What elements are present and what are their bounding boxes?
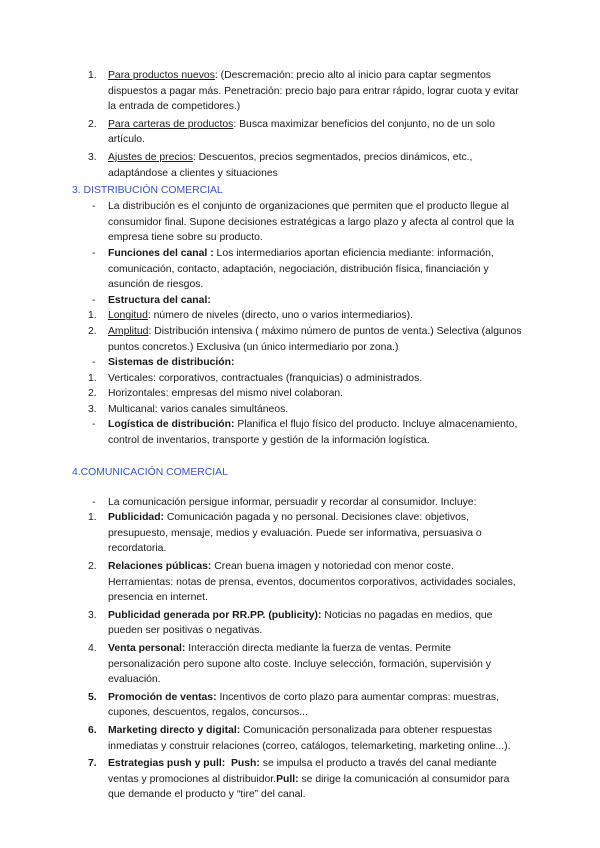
item-label: Logística de distribución: <box>108 419 235 431</box>
item-text: : Busca maximizar beneficios del conjunto, no de un solo artículo. <box>108 118 495 146</box>
section-heading-distribucion: 3. DISTRIBUCIÓN COMERCIAL <box>72 185 223 197</box>
item-text: Los intermediarios aportan eficiencia mediante: información, comunicación, contacto, adaptación, negociación, distribución física, financiación y asunción de riesgos. <box>108 247 494 291</box>
list-item <box>0 293 600 309</box>
item-text: La distribución es el conjunto de organizaciones que permiten que el producto llegue al consumidor final. Supone decisiones estratégicas a largo plazo y afecta al control que la empresa tiene sobre su producto. <box>108 201 515 244</box>
item-label: Sistemas de distribución: <box>108 357 235 369</box>
bullet-dash: - <box>92 247 96 259</box>
list-number: 2. <box>88 118 97 130</box>
list-number: 1. <box>88 372 97 384</box>
item-label: Publicidad generada por RR.PP. (publicity): <box>108 609 322 621</box>
list-item <box>0 510 600 557</box>
pull-label: Pull: <box>276 773 299 785</box>
section-heading-comunicacion: 4.COMUNICACIÓN COMERCIAL <box>72 466 228 478</box>
item-text: Comunicación personalizada para obtener respuestas inmediatas y construir relaciones (correo, catálogos, telemarketing, marketing online...). <box>108 724 511 752</box>
list-item <box>0 723 600 754</box>
list-number: 1. <box>88 310 97 322</box>
list-item <box>0 402 600 418</box>
list-item <box>0 68 600 115</box>
list-number: 5. <box>88 691 97 703</box>
list-item <box>0 559 600 606</box>
item-text: : número de niveles (directo, uno o varios intermediarios). <box>147 310 413 322</box>
list-item <box>0 150 600 181</box>
item-label: Estructura del canal: <box>108 294 211 306</box>
list-item <box>0 756 600 803</box>
item-text: : Descuentos, precios segmentados, precios dinámicos, etc., adaptándose a clientes y situaciones <box>108 151 473 179</box>
item-label: Marketing directo y digital: <box>108 724 241 736</box>
item-label: Estrategias push y pull: <box>108 758 226 770</box>
item-label: Venta personal: <box>108 643 186 654</box>
item-text: Incentivos de corto plazo para aumentar compras: muestras, cupones, descuentos, regalos, concursos... <box>108 691 499 719</box>
bullet-dash: - <box>92 496 96 508</box>
list-number: 6. <box>88 724 97 736</box>
list-item <box>0 308 600 324</box>
item-text: Noticias no pagadas en medios, que pueden ser positivas o negativas. <box>108 609 493 637</box>
list-item <box>0 246 600 293</box>
list-item <box>0 117 600 148</box>
list-number: 2. <box>88 325 97 337</box>
document-page <box>0 68 600 803</box>
push-text: se impulsa el producto a través del canal mediante ventas y promociones al distribuidor. <box>108 758 497 785</box>
list-number: 2. <box>88 561 97 573</box>
item-label: Relaciones públicas: <box>108 561 212 573</box>
list-number: 7. <box>88 758 97 770</box>
item-label: Promoción de ventas: <box>108 691 217 703</box>
item-label: Amplitud <box>108 325 149 337</box>
list-number: 3. <box>88 609 97 621</box>
item-label: Para productos nuevos <box>108 70 215 81</box>
item-text: : Distribución intensiva ( máximo número de puntos de venta.) Selectiva (algunos puntos concretos.) Exclusiva (un único intermediario por zona.) <box>108 325 522 353</box>
spacer <box>0 481 600 495</box>
list-item <box>0 199 600 246</box>
list-item <box>0 386 600 402</box>
spacer <box>0 449 600 463</box>
list-item <box>0 690 600 721</box>
list-item <box>0 324 600 355</box>
item-text: Verticales: corporativos, contractuales (franquicias) o administrados. <box>108 372 423 384</box>
item-text: Horizontales: empresas del mismo nivel colaboran. <box>108 388 344 400</box>
list-number: 3. <box>88 151 97 163</box>
item-label: Funciones del canal : <box>108 247 214 259</box>
list-item <box>0 371 600 387</box>
list-item <box>0 495 600 511</box>
bullet-dash: - <box>92 419 96 431</box>
bullet-dash: - <box>92 294 96 306</box>
list-number: 4. <box>88 643 97 654</box>
list-number: 1. <box>88 512 97 524</box>
item-text: Comunicación pagada y no personal. Decisiones clave: objetivos, presupuesto, mensaje, medios y evaluación. Puede ser informativa, persuasiva o recordatoria. <box>108 512 482 555</box>
bullet-dash: - <box>92 357 96 369</box>
item-label: Longitud <box>108 310 148 322</box>
push-label: Push: <box>225 758 260 770</box>
item-text: Interacción directa mediante la fuerza de ventas. Permite personalización pero supone alto coste. Incluye selección, formación, supervisión y evaluación. <box>108 643 491 686</box>
list-number: 1. <box>88 70 97 81</box>
item-label: Ajustes de precios <box>108 151 193 163</box>
item-text: Crean buena imagen y notoriedad con menor coste. Herramientas: notas de prensa, eventos, documentos corporativos, actividades sociales, presencia en internet. <box>108 561 516 604</box>
list-number: 3. <box>88 403 97 415</box>
list-item <box>0 355 600 371</box>
item-label: Publicidad: <box>108 512 164 524</box>
list-item <box>0 641 600 688</box>
bullet-dash: - <box>92 201 96 213</box>
item-label: Para carteras de productos <box>108 118 234 130</box>
pull-text: se dirige la comunicación al consumidor para que demande el producto y “tire” del canal. <box>108 773 510 801</box>
item-text: : (Descremación: precio alto al inicio para captar segmentos dispuestos a pagar más. Penetración: precio bajo para entrar rápido, lograr cuota y evitar la entrada de competidores.) <box>108 70 519 113</box>
item-text: La comunicación persigue informar, persuadir y recordar al consumidor. Incluye: <box>108 496 477 508</box>
list-item <box>0 608 600 639</box>
list-number: 2. <box>88 388 97 400</box>
list-item <box>0 417 600 448</box>
item-text: Planifica el flujo físico del producto. Incluye almacenamiento, control de inventarios, transporte y gestión de la información logística. <box>108 419 518 447</box>
item-text: Multicanal: varios canales simultáneos. <box>108 403 289 415</box>
